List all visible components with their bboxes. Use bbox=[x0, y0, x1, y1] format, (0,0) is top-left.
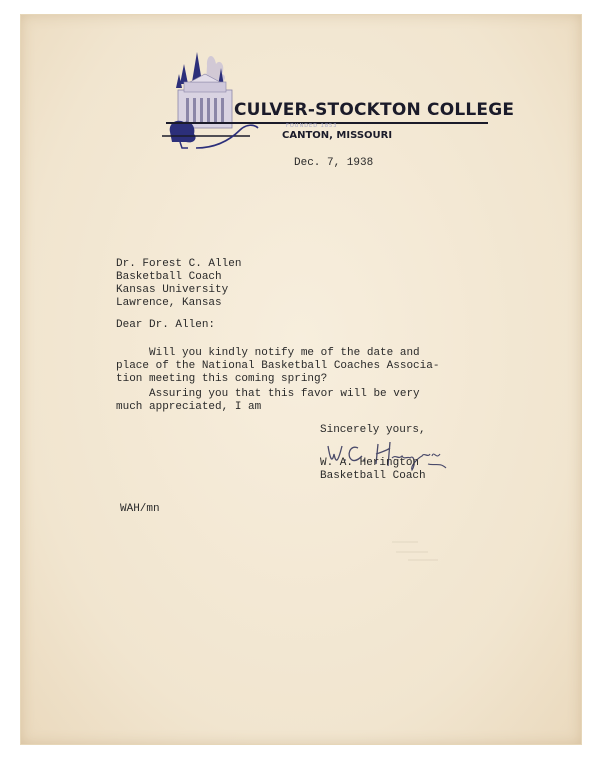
salutation: Dear Dr. Allen: bbox=[116, 319, 216, 331]
reference-initials: WAH/mn bbox=[120, 503, 160, 515]
faint-bleed-mark bbox=[388, 534, 448, 564]
college-city: CANTON, MISSOURI bbox=[282, 130, 393, 141]
signer-name: W. A. Herington bbox=[320, 457, 420, 469]
paragraph-line: Will you kindly notify me of the date and bbox=[116, 347, 420, 359]
paragraph-line: much appreciated, I am bbox=[116, 401, 262, 413]
recipient-address bbox=[116, 258, 241, 310]
recipient-line: Dr. Forest C. Allen bbox=[116, 258, 242, 270]
letter-paper bbox=[20, 14, 582, 745]
college-name: CULVER-STOCKTON COLLEGE bbox=[234, 100, 515, 120]
closing: Sincerely yours, bbox=[320, 424, 426, 436]
founded-text: FOUNDED 1853 bbox=[286, 123, 338, 129]
letter-date: Dec. 7, 1938 bbox=[294, 157, 374, 169]
recipient-line: Kansas University bbox=[116, 284, 229, 296]
signer-title: Basketball Coach bbox=[320, 470, 426, 482]
body-paragraph-2 bbox=[116, 388, 420, 414]
paragraph-line: tion meeting this coming spring? bbox=[116, 373, 328, 385]
signature-block bbox=[320, 457, 426, 483]
body-paragraph-1 bbox=[116, 347, 439, 386]
recipient-line: Basketball Coach bbox=[116, 271, 222, 283]
letterhead bbox=[140, 44, 515, 164]
paragraph-line: place of the National Basketball Coaches Associa- bbox=[116, 360, 440, 372]
recipient-line: Lawrence, Kansas bbox=[116, 297, 222, 309]
paragraph-line: Assuring you that this favor will be very bbox=[116, 388, 420, 400]
